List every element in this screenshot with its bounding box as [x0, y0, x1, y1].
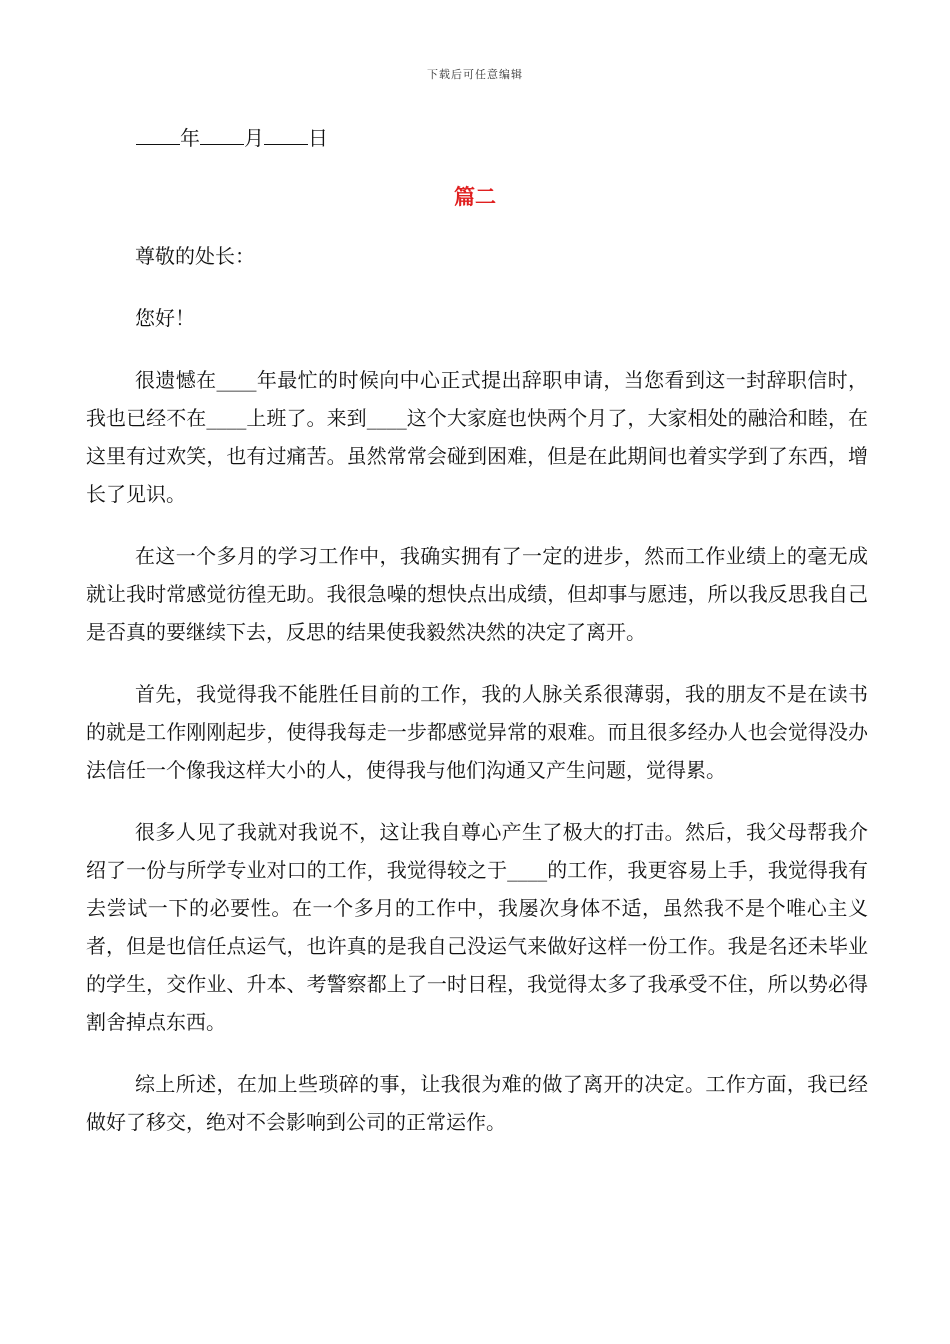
- date-line: [136, 124, 328, 152]
- year-label: 年: [180, 126, 200, 150]
- salutation: 尊敬的处长：: [135, 244, 255, 268]
- month-blank: [200, 124, 244, 145]
- paragraph: 很遗憾在____年最忙的时候向中心正式提出辞职申请，当您看到这一封辞职信时，我也已经不在____上班了。来到____这个大家庭也快两个月了，大家相处的融洽和睦，在这里有过欢笑，也有过痛苦。虽然常常会碰到困难，但是在此期间也着实学到了东西，增长了见识。: [86, 368, 868, 506]
- paragraph: 在这一个多月的学习工作中，我确实拥有了一定的进步，然而工作业绩上的毫无成就让我时常感觉彷徨无助。我很急噪的想快点出成绩，但却事与愿违，所以我反思我自己是否真的要继续下去，反思的结果使我毅然决然的决定了离开。: [86, 544, 868, 644]
- day-blank: [264, 124, 308, 145]
- header-note: 下载后可任意编辑: [427, 68, 523, 81]
- letter-body: [86, 237, 868, 1165]
- day-label: 日: [308, 126, 328, 150]
- year-blank: [136, 124, 180, 145]
- section-title: 篇二: [454, 184, 496, 209]
- paragraph: 综上所述，在加上些琐碎的事，让我很为难的做了离开的决定。工作方面，我已经做好了移交，绝对不会影响到公司的正常运作。: [86, 1072, 868, 1134]
- paragraph: 首先，我觉得我不能胜任目前的工作，我的人脉关系很薄弱，我的朋友不是在读书的就是工作刚刚起步，使得我每走一步都感觉异常的艰难。而且很多经办人也会觉得没办法信任一个像我这样大小的人，使得我与他们沟通又产生问题，觉得累。: [86, 682, 868, 782]
- paragraph: 很多人见了我就对我说不，这让我自尊心产生了极大的打击。然后，我父母帮我介绍了一份与所学专业对口的工作，我觉得较之于____的工作，我更容易上手，我觉得我有去尝试一下的必要性。在一个多月的工作中，我屡次身体不适，虽然我不是个唯心主义者，但是也信任点运气，也许真的是我自己没运气来做好这样一份工作。我是名还未毕业的学生，交作业、升本、考警察都上了一时日程，我觉得太多了我承受不住，所以势必得割舍掉点东西。: [86, 820, 868, 1034]
- month-label: 月: [244, 126, 264, 150]
- greeting: 您好！: [135, 306, 195, 330]
